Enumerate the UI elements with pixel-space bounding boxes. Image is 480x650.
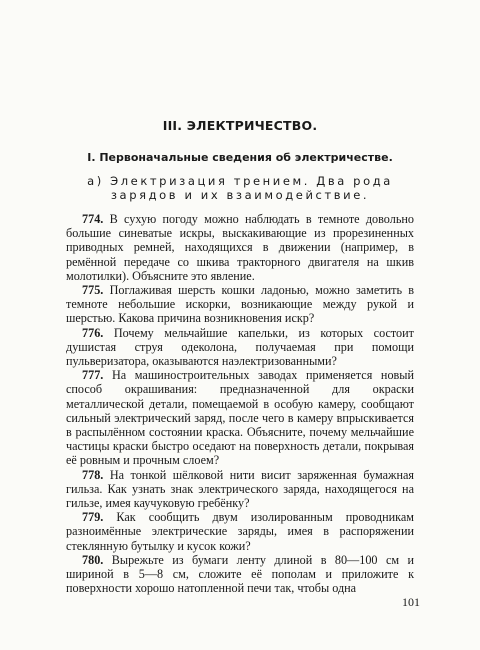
problem-text: На машиностроительных заводах применяется новый способ окрашивания: предназначенной для окраски металлической детали, помещаемой в особую камеру, сообщают сильный электрический заряд, после чего в камеру впрыскивается в распылённом состоянии краска. Объясните, почему мельчайшие частицы краски быстро оседают на поверхность детали, покрывая её ровным и прочным слоем? (66, 368, 415, 468)
problem-number: 774. (82, 212, 104, 226)
page-number: 101 (402, 595, 420, 609)
page-content (66, 118, 414, 595)
problem-text: Почему мельчайшие капельки, из которых состоит душистая струя одеколона, получаемая при помощи пульверизатора, оказываются наэлектризованными? (66, 325, 414, 369)
problem-777 (66, 368, 414, 467)
problem-776 (66, 326, 414, 369)
problem-number: 775. (82, 283, 104, 298)
problem-number: 779. (82, 510, 104, 525)
problem-779 (66, 510, 414, 553)
problem-number: 778. (82, 467, 104, 482)
problem-text: Как сообщить двум изолированным проводникам разноимённые электрические заряды, имея в распоряжении стеклянную бутылку и кусок кожи? (66, 510, 414, 553)
problem-775 (66, 283, 414, 326)
problem-text: Поглаживая шерсть кошки ладонью, можно заметить в темноте небольшие искорки, возникающие между рукой и шерстью. Какова причина возникновения искр? (66, 283, 414, 326)
problem-780 (66, 553, 414, 596)
problem-text: На тонкой шёлковой нити висит заряженная бумажная гильза. Как узнать знак электрического заряда, находящегося на гильзе, имея каучуковую гребёнку? (66, 467, 415, 511)
problem-778 (66, 468, 414, 511)
problem-number: 777. (82, 368, 104, 383)
section-title: I. Первоначальные сведения об электричестве. (87, 151, 393, 164)
problem-774 (66, 212, 414, 283)
problem-number: 776. (82, 325, 104, 340)
problem-text: В сухую погоду можно наблюдать в темноте довольно большие синеватые искры, выскакивающие из прорезиненных приводных ремней, находящихся в движении (например, в ремённой передаче со шкива тракторного двигателя на шкив молотилки). Объясните это явление. (66, 212, 414, 283)
subsection-title: а) Электризация трением. Два рода зарядов и их взаимодействие. (87, 174, 393, 202)
problem-text: Вырежьте из бумаги ленту длиной в 80—100 см и шириной в 5—8 см, сложите её пополам и приложите к поверхности хорошо натопленной печи так, чтобы одна (66, 552, 415, 596)
chapter-title: III. ЭЛЕКТРИЧЕСТВО. (162, 118, 318, 133)
problem-number: 780. (82, 552, 104, 567)
